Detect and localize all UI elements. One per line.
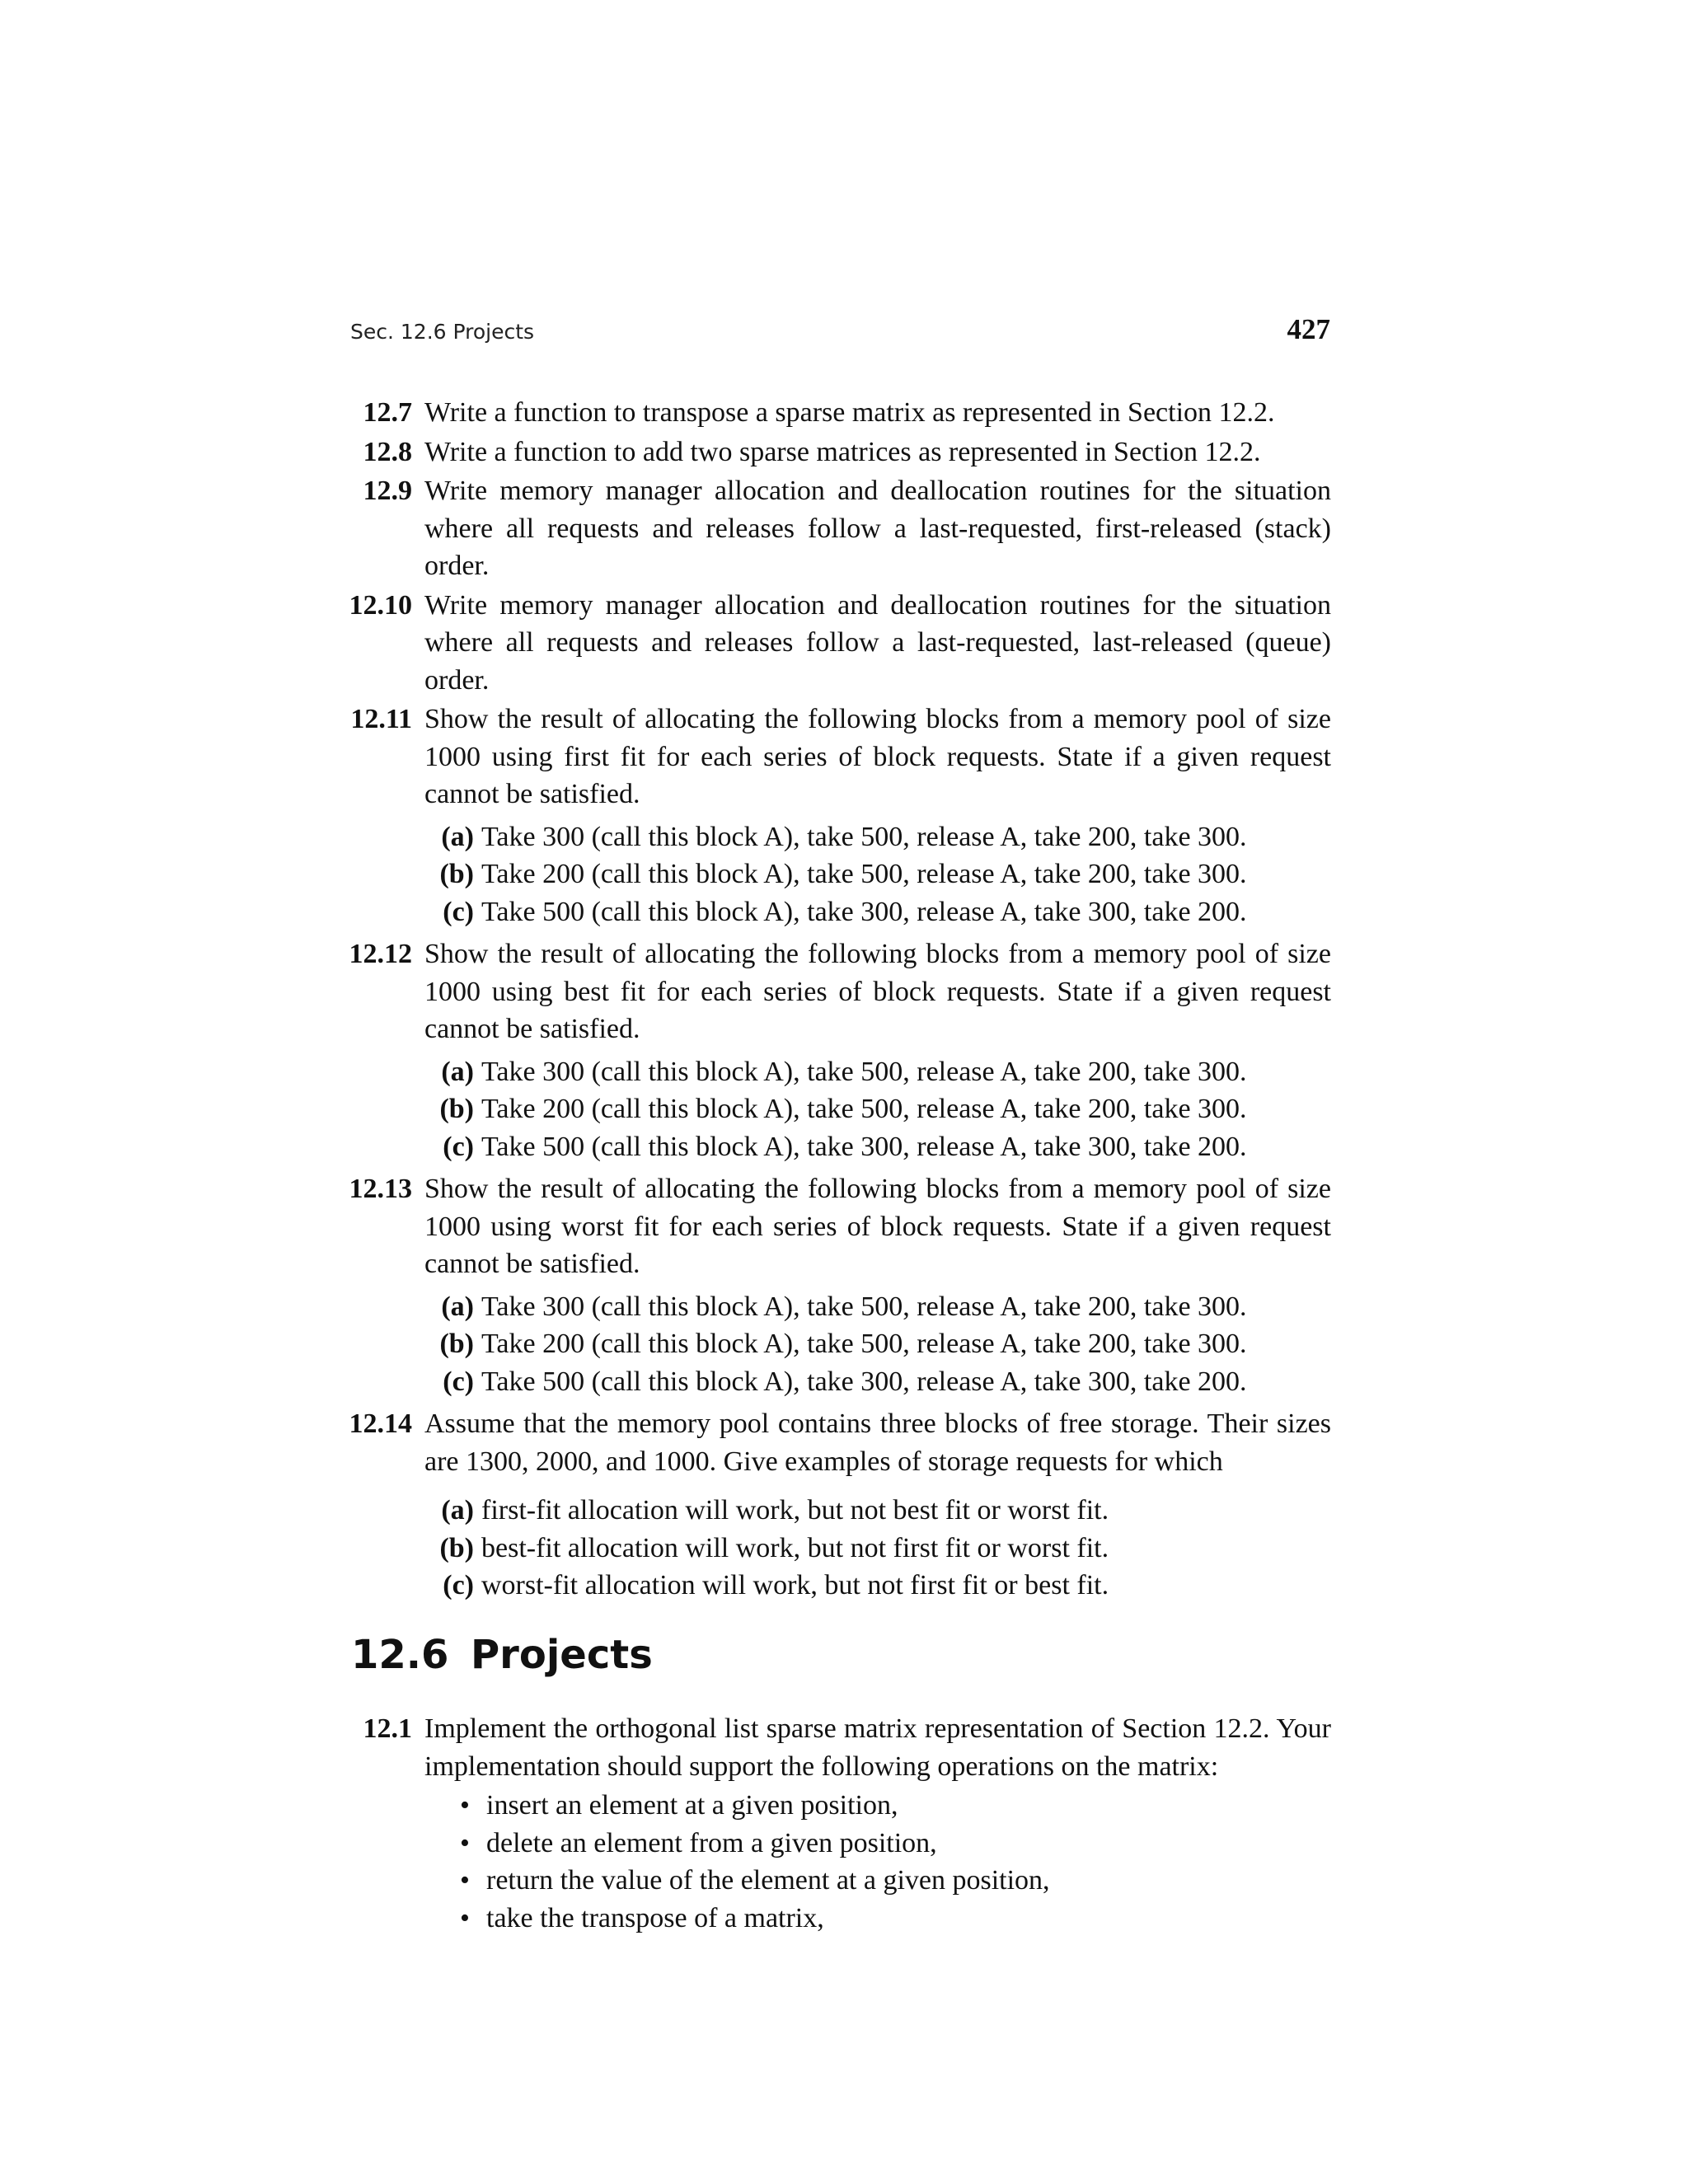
subitem	[424, 1530, 1331, 1568]
subitem-label: (c)	[443, 1570, 474, 1601]
subitem-label: (b)	[439, 1532, 474, 1563]
subitem-list	[424, 818, 1331, 931]
exercise-text: Write memory manager allocation and deallocation routines for the situation where all requests and releases follow a last-requested, last-released (queue) order.	[424, 589, 1331, 696]
exercise-text: Write memory manager allocation and deallocation routines for the situation where all requests and releases follow a last-requested, first-released (stack) order.	[424, 476, 1331, 581]
bullet-item	[460, 1787, 1331, 1825]
section-title: Projects	[471, 1632, 653, 1678]
subitem	[424, 818, 1331, 856]
bullet-icon: •	[460, 1790, 470, 1821]
exercise-number: 12.13	[349, 1174, 412, 1204]
bullet-text: take the transpose of a matrix,	[486, 1902, 824, 1933]
subitem-text: Take 200 (call this block A), take 500, release A, take 200, take 300.	[481, 1094, 1247, 1124]
page-number: 427	[1287, 313, 1330, 345]
exercise-12-7	[330, 394, 1331, 432]
subitem	[424, 1090, 1331, 1128]
subitem-label: (c)	[443, 1131, 474, 1162]
section-heading	[351, 1632, 653, 1678]
subitem-text: Take 300 (call this block A), take 500, release A, take 200, take 300.	[481, 1056, 1247, 1087]
project-number: 12.1	[363, 1713, 412, 1744]
exercise-12-10	[330, 587, 1331, 700]
subitem	[424, 855, 1331, 893]
subitem-text: Take 500 (call this block A), take 300, release A, take 300, take 200.	[481, 1131, 1247, 1162]
project-12-1	[330, 1710, 1331, 1937]
exercise-number: 12.8	[363, 436, 412, 467]
bullet-text: delete an element from a given position,	[486, 1827, 937, 1858]
subitem	[424, 1325, 1331, 1363]
exercise-list	[330, 394, 1331, 1610]
exercise-text: Show the result of allocating the following blocks from a memory pool of size 1000 using best fit for each series of block requests. State if a given request cannot be satisfied.	[424, 939, 1331, 1044]
subitem-text: best-fit allocation will work, but not first fit or worst fit.	[481, 1532, 1109, 1563]
bullet-item	[460, 1900, 1331, 1938]
subitem-text: worst-fit allocation will work, but not first fit or best fit.	[481, 1570, 1109, 1601]
subitem	[424, 1492, 1331, 1530]
section-number: 12.6	[351, 1632, 449, 1678]
exercise-number: 12.12	[349, 939, 412, 969]
bullet-item	[460, 1862, 1331, 1900]
exercise-text: Write a function to transpose a sparse matrix as represented in Section 12.2.	[424, 397, 1275, 428]
subitem-text: Take 200 (call this block A), take 500, release A, take 200, take 300.	[481, 859, 1247, 889]
bullet-text: insert an element at a given position,	[486, 1790, 898, 1821]
exercise-number: 12.9	[363, 476, 412, 506]
subitem	[424, 1567, 1331, 1605]
subitem-text: first-fit allocation will work, but not best fit or worst fit.	[481, 1495, 1109, 1526]
exercise-number: 12.11	[350, 704, 412, 734]
subitem-label: (b)	[439, 1094, 474, 1124]
subitem-label: (b)	[439, 1329, 474, 1359]
project-list	[330, 1710, 1331, 1950]
subitem-text: Take 500 (call this block A), take 300, release A, take 300, take 200.	[481, 1366, 1247, 1397]
subitem-label: (c)	[443, 1366, 474, 1397]
subitem-text: Take 500 (call this block A), take 300, release A, take 300, take 200.	[481, 896, 1247, 927]
subitem-label: (a)	[441, 821, 474, 852]
subitem-text: Take 200 (call this block A), take 500, release A, take 200, take 300.	[481, 1329, 1247, 1359]
bullet-icon: •	[460, 1865, 470, 1896]
bullet-list	[460, 1787, 1331, 1937]
exercise-12-9	[330, 472, 1331, 585]
exercise-12-12	[330, 935, 1331, 1165]
exercise-text: Write a function to add two sparse matrices as represented in Section 12.2.	[424, 436, 1261, 467]
exercise-12-13	[330, 1170, 1331, 1400]
subitem-label: (a)	[441, 1056, 474, 1087]
subitem	[424, 893, 1331, 931]
exercise-number: 12.10	[349, 589, 412, 621]
subitem-text: Take 300 (call this block A), take 500, release A, take 200, take 300.	[481, 821, 1247, 852]
subitem-label: (b)	[439, 859, 474, 889]
subitem	[424, 1053, 1331, 1091]
bullet-icon: •	[460, 1827, 470, 1858]
subitem	[424, 1363, 1331, 1401]
subitem-label: (a)	[441, 1495, 474, 1526]
exercise-text: Show the result of allocating the following blocks from a memory pool of size 1000 using first fit for each series of block requests. State if a given request cannot be satisfied.	[424, 704, 1331, 809]
running-head: Sec. 12.6 Projects	[350, 320, 535, 344]
subitem-label: (c)	[443, 896, 474, 927]
exercise-text: Assume that the memory pool contains three blocks of free storage. Their sizes are 1300, 2000, and 1000. Give examples of storage requests for which	[424, 1408, 1331, 1477]
bullet-text: return the value of the element at a given position,	[486, 1865, 1050, 1896]
project-text: Implement the orthogonal list sparse matrix representation of Section 12.2. Your implementation should support the following operations on the matrix:	[424, 1713, 1331, 1782]
subitem-list	[424, 1053, 1331, 1166]
bullet-icon: •	[460, 1902, 470, 1933]
subitem-text: Take 300 (call this block A), take 500, release A, take 200, take 300.	[481, 1291, 1247, 1322]
subitem-label: (a)	[441, 1291, 474, 1322]
bullet-item	[460, 1825, 1331, 1863]
exercise-number: 12.7	[363, 397, 412, 428]
subitem	[424, 1288, 1331, 1326]
exercise-12-14	[330, 1405, 1331, 1605]
exercise-text: Show the result of allocating the following blocks from a memory pool of size 1000 using worst fit for each series of block requests. State if a given request cannot be satisfied.	[424, 1174, 1331, 1279]
subitem	[424, 1128, 1331, 1166]
exercise-12-8	[330, 434, 1331, 471]
subitem-list	[424, 1288, 1331, 1401]
subitem-list	[424, 1492, 1331, 1605]
exercise-12-11	[330, 701, 1331, 930]
exercise-number: 12.14	[349, 1408, 412, 1439]
